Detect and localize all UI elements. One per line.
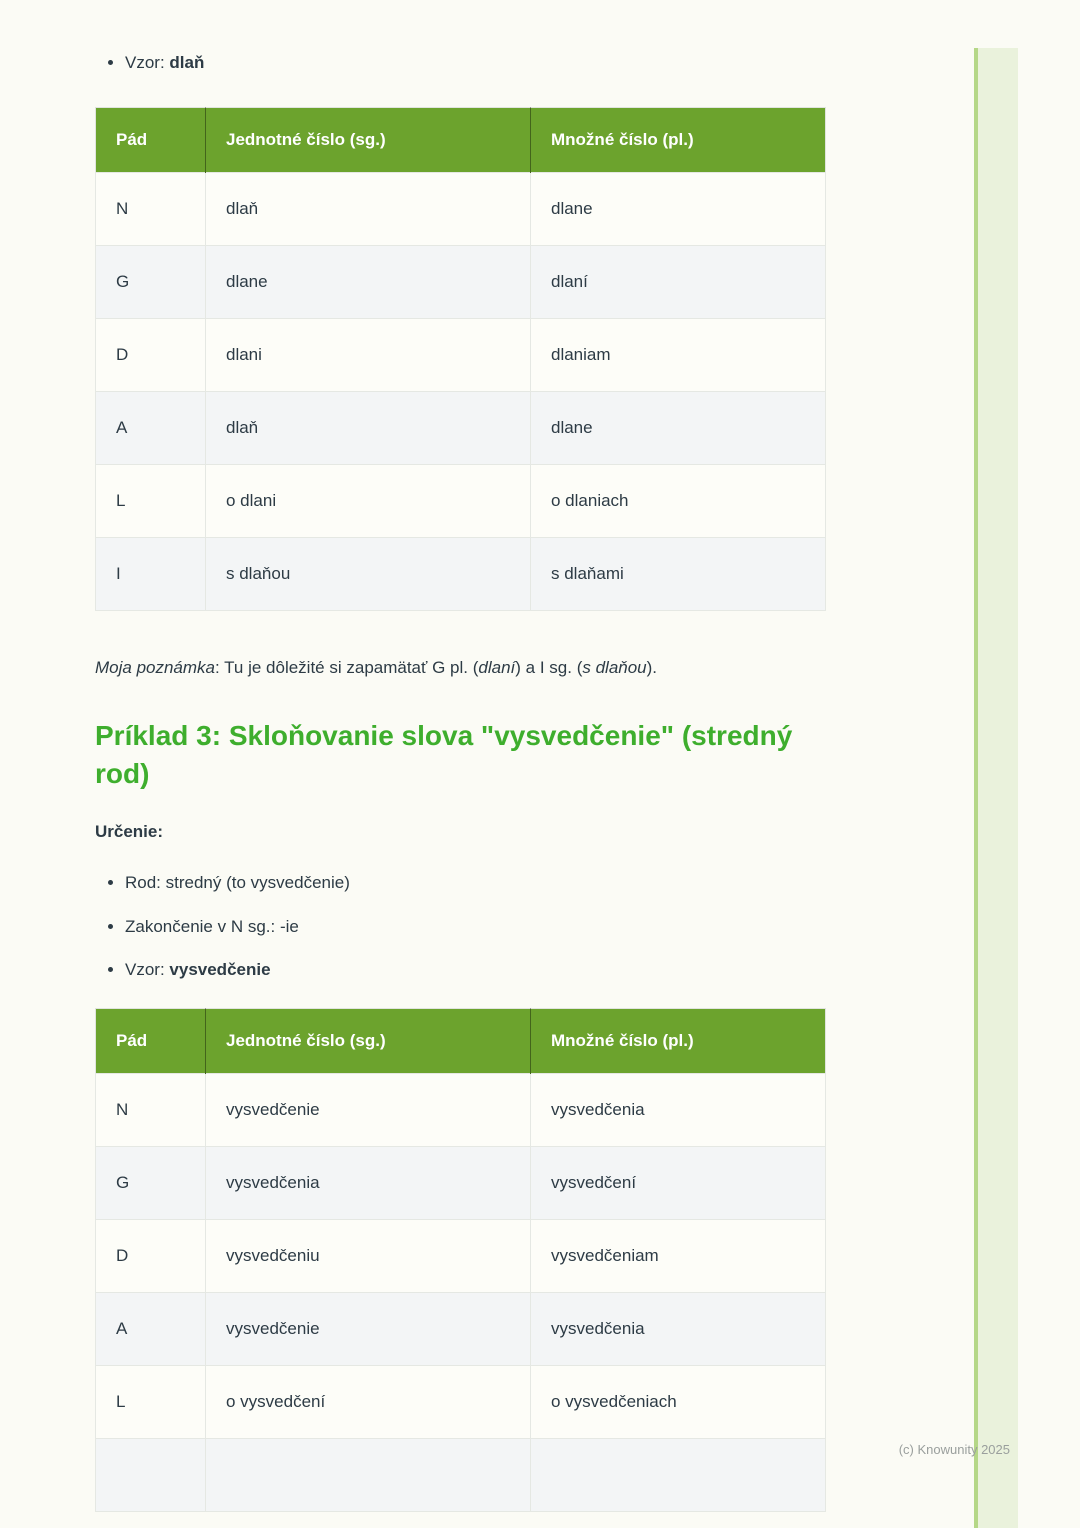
table-row [96,392,826,465]
table-row [96,1366,826,1439]
table-row [96,319,826,392]
table-cell: vysvedčenia [206,1147,531,1220]
vzor-value: vysvedčenie [169,959,271,979]
table-cell: dlane [531,392,826,465]
table-cell: vysvedčenia [531,1074,826,1147]
table-cell: dlane [206,246,531,319]
table-cell: dlaniam [531,319,826,392]
list-item-vzor-2 [125,959,825,980]
urcenie-bullet-list [95,872,825,980]
note-italic-gpl: dlaní [478,658,516,678]
section-heading: Príklad 3: Skloňovanie slova "vysvedčenie" (stredný rod) [95,719,793,789]
note-paragraph [95,655,825,681]
column-header: Pád [96,1009,206,1074]
table-cell: L [96,465,206,538]
table-row-partial [96,1439,826,1512]
table-row [96,173,826,246]
bullet-text: Zakončenie v N sg.: -ie [125,916,299,936]
table-cell: G [96,246,206,319]
table-cell: o vysvedčení [206,1366,531,1439]
table-cell: s dlaňou [206,538,531,611]
table-row [96,465,826,538]
table-cell: dlaň [206,392,531,465]
table-cell [531,1439,826,1512]
vzor-label: Vzor: [125,959,170,979]
table-cell: dlani [206,319,531,392]
list-item-zakoncenie [125,916,825,937]
table-cell: vysvedčení [531,1147,826,1220]
note-text: ). [646,658,658,678]
table-cell: L [96,1366,206,1439]
column-header: Jednotné číslo (sg.) [206,108,531,173]
table-header-row [96,1009,826,1074]
table-row [96,1074,826,1147]
list-item-vzor [125,52,825,73]
vzor-label: Vzor: [125,53,170,72]
note-italic-isg: s dlaňou [582,658,647,678]
declension-table-vysvedcenie [95,1008,826,1512]
table-cell: o dlani [206,465,531,538]
note-lead: Moja poznámka [95,658,216,678]
table-cell: N [96,1074,206,1147]
right-accent-band [978,48,1018,1528]
document-content [95,0,825,1512]
list-item-rod [125,872,825,893]
vzor-bullet-list [95,52,825,73]
table-cell: vysvedčeniu [206,1220,531,1293]
urcenie-label: Určenie: [95,822,164,842]
table-row [96,246,826,319]
table-cell: s dlaňami [531,538,826,611]
copyright-text: (c) Knowunity 2025 [898,1442,1010,1457]
note-text: : Tu je dôležité si zapamätať G pl. ( [215,658,479,678]
vzor-value: dlaň [169,53,205,72]
table-cell: dlaní [531,246,826,319]
column-header: Množné číslo (pl.) [531,1009,826,1074]
table-cell: o vysvedčeniach [531,1366,826,1439]
column-header: Jednotné číslo (sg.) [206,1009,531,1074]
table-cell: D [96,319,206,392]
table-row [96,538,826,611]
table-cell: vysvedčenie [206,1293,531,1366]
table-cell: I [96,538,206,611]
table-row [96,1293,826,1366]
table-cell: vysvedčenie [206,1074,531,1147]
table-cell: dlaň [206,173,531,246]
table-row [96,1220,826,1293]
table-cell: G [96,1147,206,1220]
table-cell: vysvedčenia [531,1293,826,1366]
table-cell: vysvedčeniam [531,1220,826,1293]
table-cell: dlane [531,173,826,246]
table-cell: A [96,1293,206,1366]
table-header-row [96,108,826,173]
table-cell: o dlaniach [531,465,826,538]
table-cell: N [96,173,206,246]
table-row [96,1147,826,1220]
table-cell: A [96,392,206,465]
column-header: Množné číslo (pl.) [531,108,826,173]
declension-table-dlan [95,107,826,611]
bullet-text: Rod: stredný (to vysvedčenie) [125,873,350,893]
table-cell: D [96,1220,206,1293]
column-header: Pád [96,108,206,173]
table-cell [96,1439,206,1512]
note-text: ) a I sg. ( [515,658,583,678]
table-cell [206,1439,531,1512]
